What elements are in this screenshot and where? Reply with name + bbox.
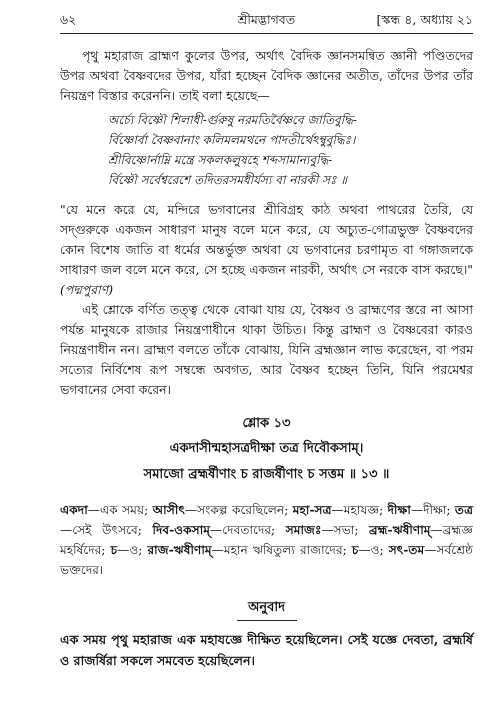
synonym-meaning: ও; <box>129 543 143 557</box>
page-body <box>60 46 473 671</box>
synonym-meaning: সেই উৎসবে; <box>72 523 142 537</box>
synonym-meaning: এক সময়; <box>99 503 149 517</box>
quote-paragraph <box>60 200 473 300</box>
synonym-word: মহা-সত্র <box>292 503 332 517</box>
verse-line: র্বিষ্ণৌ সর্বেশ্বরেশে তদিতরসমধীর্যস্য বা নারকী সঃ ॥ <box>108 173 348 187</box>
word-synonyms: একদা—এক সময়; আসীৎ—সংকল্প করেছিলেন; মহা-সত্র—মহাযজ্ঞ; দীক্ষা—দীক্ষা; তত্র—সেই উৎসবে; দিব-ওকসাম্—দেবতাদের; সমাজঃ—সভা; ব্রহ্ম-ঋষীণাম্—ব্রহ্মজ্ঞ মহর্ষিদের; চ—ও; রাজ-ঋষীণাম্—মহান ঋষিতুল্য রাজাদের; চ—ও; সৎ-তম—সর্বশ্রেষ্ঠ ভক্তদের। <box>60 503 474 577</box>
translation-title-underline <box>237 620 297 621</box>
translation-text: এক সময় পৃথু মহারাজ এক মহাযজ্ঞে দীক্ষিত হয়েছিলেন। সেই যজ্ঞে দেবতা, ব্রহ্মর্ষি ও রাজর্ষিরা সকলে সমবেত হয়েছিলেন। <box>60 632 473 668</box>
synonym-meaning: ও; <box>370 543 384 557</box>
synonym-word: একদা <box>60 503 88 517</box>
page-header <box>60 12 473 32</box>
synonym-meaning: ব্রহ্মজ্ঞ মহর্ষিদের; <box>60 523 474 557</box>
header-rule <box>60 33 473 34</box>
verse-line: শ্রীবিষ্ণোর্নাম্নি মন্ত্রে সকলকলুষহে শব্দসামান্যবুদ্ধি- <box>108 153 333 167</box>
verse-line: অর্চ্যে বিষ্ণৌ শিলাধী-র্গুরুষু নরমতির্বৈষ্ণবে জাতিবুদ্ধি- <box>108 113 357 127</box>
sloka-title: শ্লোক ১৩ <box>242 416 291 431</box>
synonym-word: সমাজঃ <box>285 523 322 537</box>
sloka-line-1: একদাসীন্মহাসত্রদীক্ষা তত্র দিবৌকসাম্। <box>169 441 364 456</box>
synonym-word: ব্রহ্ম-ঋষীণাম্ <box>368 523 431 537</box>
purport-paragraph-1: পৃথু মহারাজ ব্রাহ্মণ কুলের উপর, অর্থাৎ বৈদিক জ্ঞানসমন্বিত জ্ঞানী পণ্ডিতদের উপর অথবা বৈষ্ণবদের উপর, যাঁরা হচ্ছেন বৈদিক জ্ঞানের অতীত, তাঁদের উপর তাঁর নিয়ন্ত্রণ বিস্তার করেননি। তাই বলা হয়েছে— <box>60 48 473 103</box>
synonym-meaning: সর্বশ্রেষ্ঠ ভক্তদের। <box>60 543 473 577</box>
synonym-meaning: দেবতাদের; <box>222 523 276 537</box>
synonym-meaning: সংকল্প করেছিলেন; <box>197 503 289 517</box>
synonym-word: সৎ-তম <box>388 543 425 557</box>
section-label: [স্কন্ধ ৪, অধ্যায় ২১ <box>376 12 473 27</box>
translation-title: অনুবাদ <box>248 600 285 615</box>
synonym-word: রাজ-ঋষীণাম্ <box>147 543 212 557</box>
book-title: শ্রীমদ্ভাগবত <box>237 12 296 27</box>
purport-paragraph-2: এই শ্লোকে বর্ণিত তত্ত্ব থেকে বোঝা যায় যে, বৈষ্ণব ও ব্রাহ্মণের স্তরে না আসা পর্যন্ত মানুষকে রাজার নিয়ন্ত্রণাধীনে থাকা উচিত। কিন্তু ব্রাহ্মণ ও বৈষ্ণবেরা কারও নিয়ন্ত্রণাধীন নন। ব্রাহ্মণ বলতে তাঁকে বোঝায়, যিনি ব্রহ্মজ্ঞান লাভ করেছেন, বা পরম সত্যের নির্বিশেষ রূপ সম্বন্ধে অবগত, আর বৈষ্ণব হচ্ছেন তিনি, যিনি পরমেশ্বর ভগবানের সেবা করেন। <box>60 302 473 397</box>
sloka-line-2: সমাজো ব্রহ্মর্ষীণাং চ রাজর্ষীণাং চ সত্তম ॥ ১৩ ॥ <box>143 467 390 482</box>
quote-source: (পদ্মপুরাণ) <box>60 282 114 297</box>
synonym-meaning: মহাযজ্ঞ; <box>343 503 384 517</box>
synonym-meaning: মহান ঋষিতুল্য রাজাদের; <box>223 543 347 557</box>
synonym-word: দীক্ষা <box>387 503 411 517</box>
quote-text: "যে মনে করে যে, মন্দিরে ভগবানের শ্রীবিগ্রহ কাঠ অথবা পাথরের তৈরি, যে সদ্গুরুকে একজন সাধারণ মানুষ বলে মনে করে, যে অচ্যুত-গোত্রভুক্ত বৈষ্ণবদের কোন বিশেষ জাতি বা ধর্মের অন্তর্ভুক্ত অথবা যে ভগবানের চরণামৃত বা গঙ্গাজলকে সাধারণ জল বলে মনে করে, সে হচ্ছে একজন নারকী, অর্থাৎ সে নরকে বাস করছে।" <box>60 202 473 277</box>
synonym-word: আসীৎ <box>152 503 185 517</box>
page-number: ৬২ <box>60 12 77 27</box>
verse-line: র্বিষ্ণোর্বা বৈষ্ণবানাং কলিমলমথনে পাদতীর্থেঽম্বুবুদ্ধিঃ। <box>108 133 356 147</box>
synonym-word: চ <box>110 543 118 557</box>
synonym-meaning: দীক্ষা; <box>423 503 451 517</box>
synonym-word: দিব-ওকসাম্ <box>152 523 211 537</box>
synonym-word: চ <box>351 543 359 557</box>
synonym-meaning: সভা; <box>333 523 359 537</box>
sanskrit-verse <box>108 110 473 190</box>
synonym-word: তত্র <box>454 503 474 517</box>
